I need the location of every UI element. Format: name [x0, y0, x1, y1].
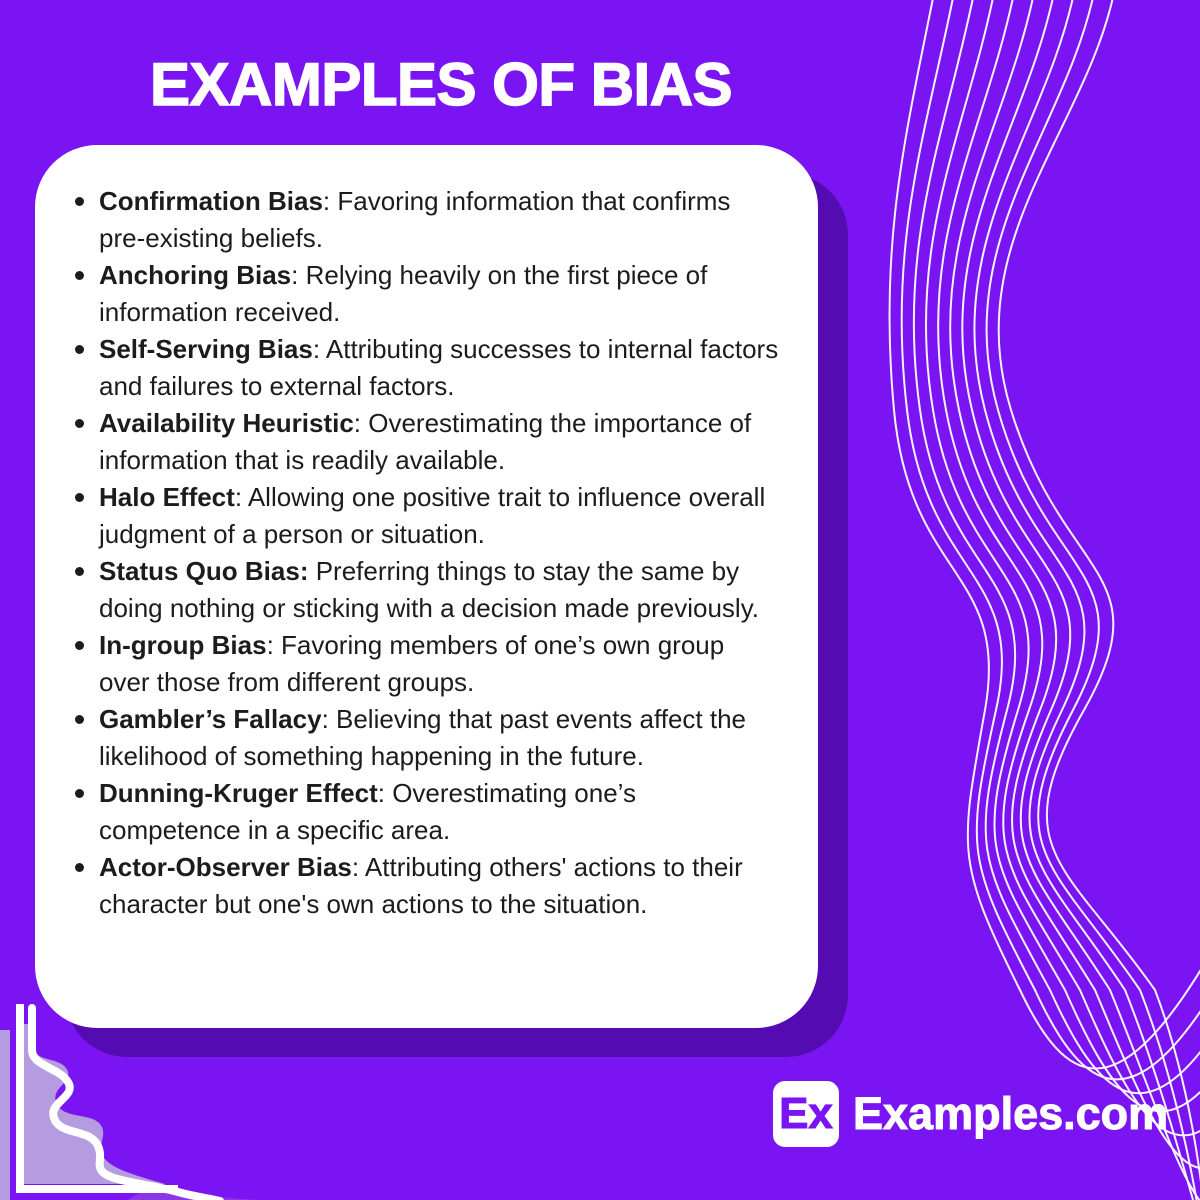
corner-lavender-strip-shape [0, 1030, 10, 1200]
bias-term: In-group Bias [99, 630, 267, 660]
list-item [72, 331, 780, 405]
bias-term: Availability Heuristic [99, 408, 354, 438]
wavy-line [999, 0, 1200, 1200]
bias-term: Dunning-Kruger Effect [99, 778, 378, 808]
brand-badge: Ex [773, 1081, 839, 1147]
list-item [72, 701, 780, 775]
bias-term: Halo Effect [99, 482, 235, 512]
list-item [72, 849, 780, 923]
list-item [72, 627, 780, 701]
bias-term: Status Quo Bias: [99, 556, 309, 586]
bias-description: Preferring things to stay the same by doing nothing or sticking with a decision made previously. [99, 556, 759, 623]
bias-description: : Attributing others' actions to their character but one's own actions to the situation. [99, 852, 743, 919]
bias-description: : Favoring members of one’s own group over those from different groups. [99, 630, 725, 697]
bias-description: : Favoring information that confirms pre-existing beliefs. [99, 186, 731, 253]
wavy-line [938, 0, 1200, 1135]
wavy-line [926, 0, 1200, 1111]
wavy-lines-decoration [860, 0, 1200, 1200]
wavy-line [950, 0, 1200, 1168]
bias-description: : Relying heavily on the first piece of information received. [99, 260, 708, 327]
list-item [72, 183, 780, 257]
wavy-line [889, 0, 1200, 1069]
bias-term: Actor-Observer Bias [99, 852, 352, 882]
content-card [35, 145, 818, 1028]
brand-name: Examples.com [853, 1088, 1169, 1139]
bias-term: Confirmation Bias [99, 186, 323, 216]
bias-description: : Overestimating the importance of information that is readily available. [99, 408, 752, 475]
bias-description: : Believing that past events affect the likelihood of something happening in the future. [99, 704, 747, 771]
wavy-line [962, 0, 1200, 1200]
bias-list [72, 183, 780, 923]
list-item [72, 405, 780, 479]
list-item [72, 775, 780, 849]
bias-description: : Overestimating one’s competence in a specific area. [99, 778, 636, 845]
corner-swoosh-decoration [0, 1004, 270, 1200]
list-item [72, 257, 780, 331]
bias-term: Anchoring Bias [99, 260, 292, 290]
brand-logo[interactable] [773, 1081, 1168, 1147]
bias-description: : Attributing successes to internal factors and failures to external factors. [99, 334, 779, 401]
page-title: EXAMPLES OF BIAS [150, 51, 733, 118]
bias-term: Self-Serving Bias [99, 334, 313, 364]
bias-term: Gambler’s Fallacy [99, 704, 322, 734]
wavy-line [902, 0, 1200, 1079]
list-item [72, 553, 780, 627]
corner-lavender-shape [24, 1024, 165, 1184]
list-item [72, 479, 780, 553]
bias-description: : Allowing one positive trait to influence overall judgment of a person or situation. [99, 482, 766, 549]
